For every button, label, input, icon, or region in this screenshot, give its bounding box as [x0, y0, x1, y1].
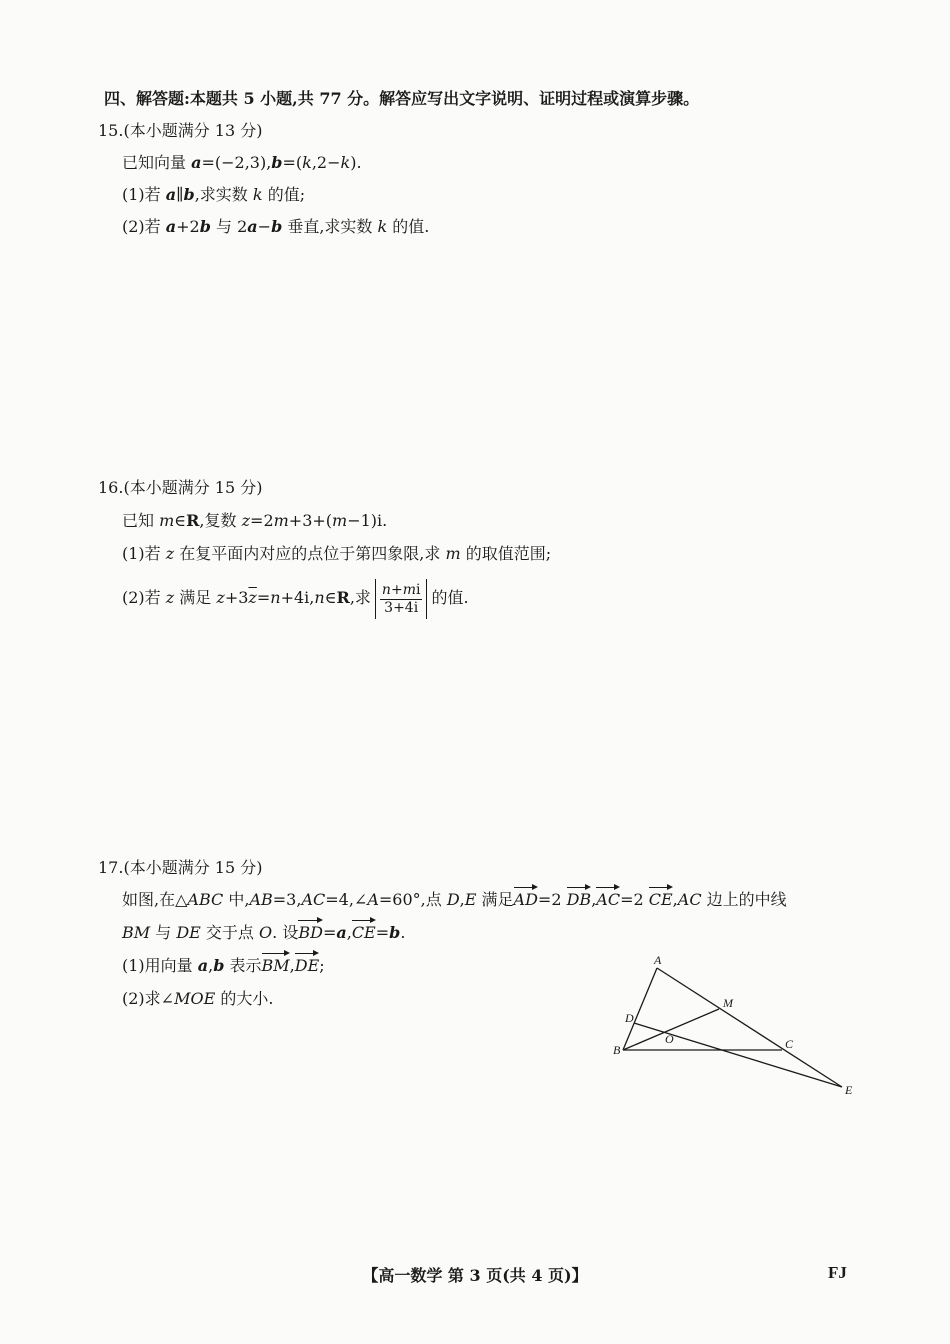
label-A: A — [654, 953, 662, 967]
q17-line2: BM 与 DE 交于点 O. 设BD=a,CE=b. — [122, 923, 406, 942]
q15-given: 已知向量 a=(−2,3),b=(k,2−k). — [122, 153, 362, 172]
q15-heading: 15.(本小题满分 13 分) — [98, 121, 263, 140]
q15-part2: (2)若 a+2b 与 2a−b 垂直,求实数 k 的值. — [122, 217, 430, 236]
abs-bars — [375, 579, 428, 619]
label-M: M — [723, 996, 733, 1010]
q17-line1: 如图,在△ABC 中,AB=3,AC=4,∠A=60°,点 D,E 满足AD=2 DB,AC=2 CE,AC 边上的中线 — [122, 890, 787, 909]
segment-AE — [657, 968, 842, 1087]
q17-part2: (2)求∠MOE 的大小. — [122, 989, 274, 1008]
label-D: D — [625, 1011, 634, 1025]
q16-part2: (2)若 z 满足 $z+3\overline{z}=n+4i,n\in R$,求 $\frac{n+mi}{3+4i}$ 的值. — [122, 578, 469, 619]
q17-part1: (1)用向量 a,b 表示BM,DE; — [122, 956, 325, 975]
q17-heading: 17.(本小题满分 15 分) — [98, 858, 263, 877]
q16-heading: 16.(本小题满分 15 分) — [98, 478, 263, 497]
page-footer: 【高一数学 第 3 页(共 4 页)】 — [362, 1266, 588, 1285]
fraction: $\frac{n+mi}{3+4i}$ — [381, 581, 421, 616]
q16-given: 已知 m∈R,复数 z=2m+3+(m−1)i. — [122, 511, 388, 530]
q16-part1: (1)若 z 在复平面内对应的点位于第四象限,求 m 的取值范围; — [122, 544, 552, 563]
footer-code: FJ — [828, 1263, 847, 1282]
label-B: B — [613, 1043, 621, 1057]
label-E: E — [845, 1083, 853, 1097]
triangle-figure — [605, 950, 865, 1100]
section-header: 四、解答题:本题共 5 小题,共 77 分。解答应写出文字说明、证明过程或演算步骤。 — [104, 89, 700, 108]
label-C: C — [785, 1037, 794, 1051]
q15-part1: (1)若 a∥b,求实数 k 的值; — [122, 185, 306, 204]
label-O: O — [665, 1032, 674, 1046]
